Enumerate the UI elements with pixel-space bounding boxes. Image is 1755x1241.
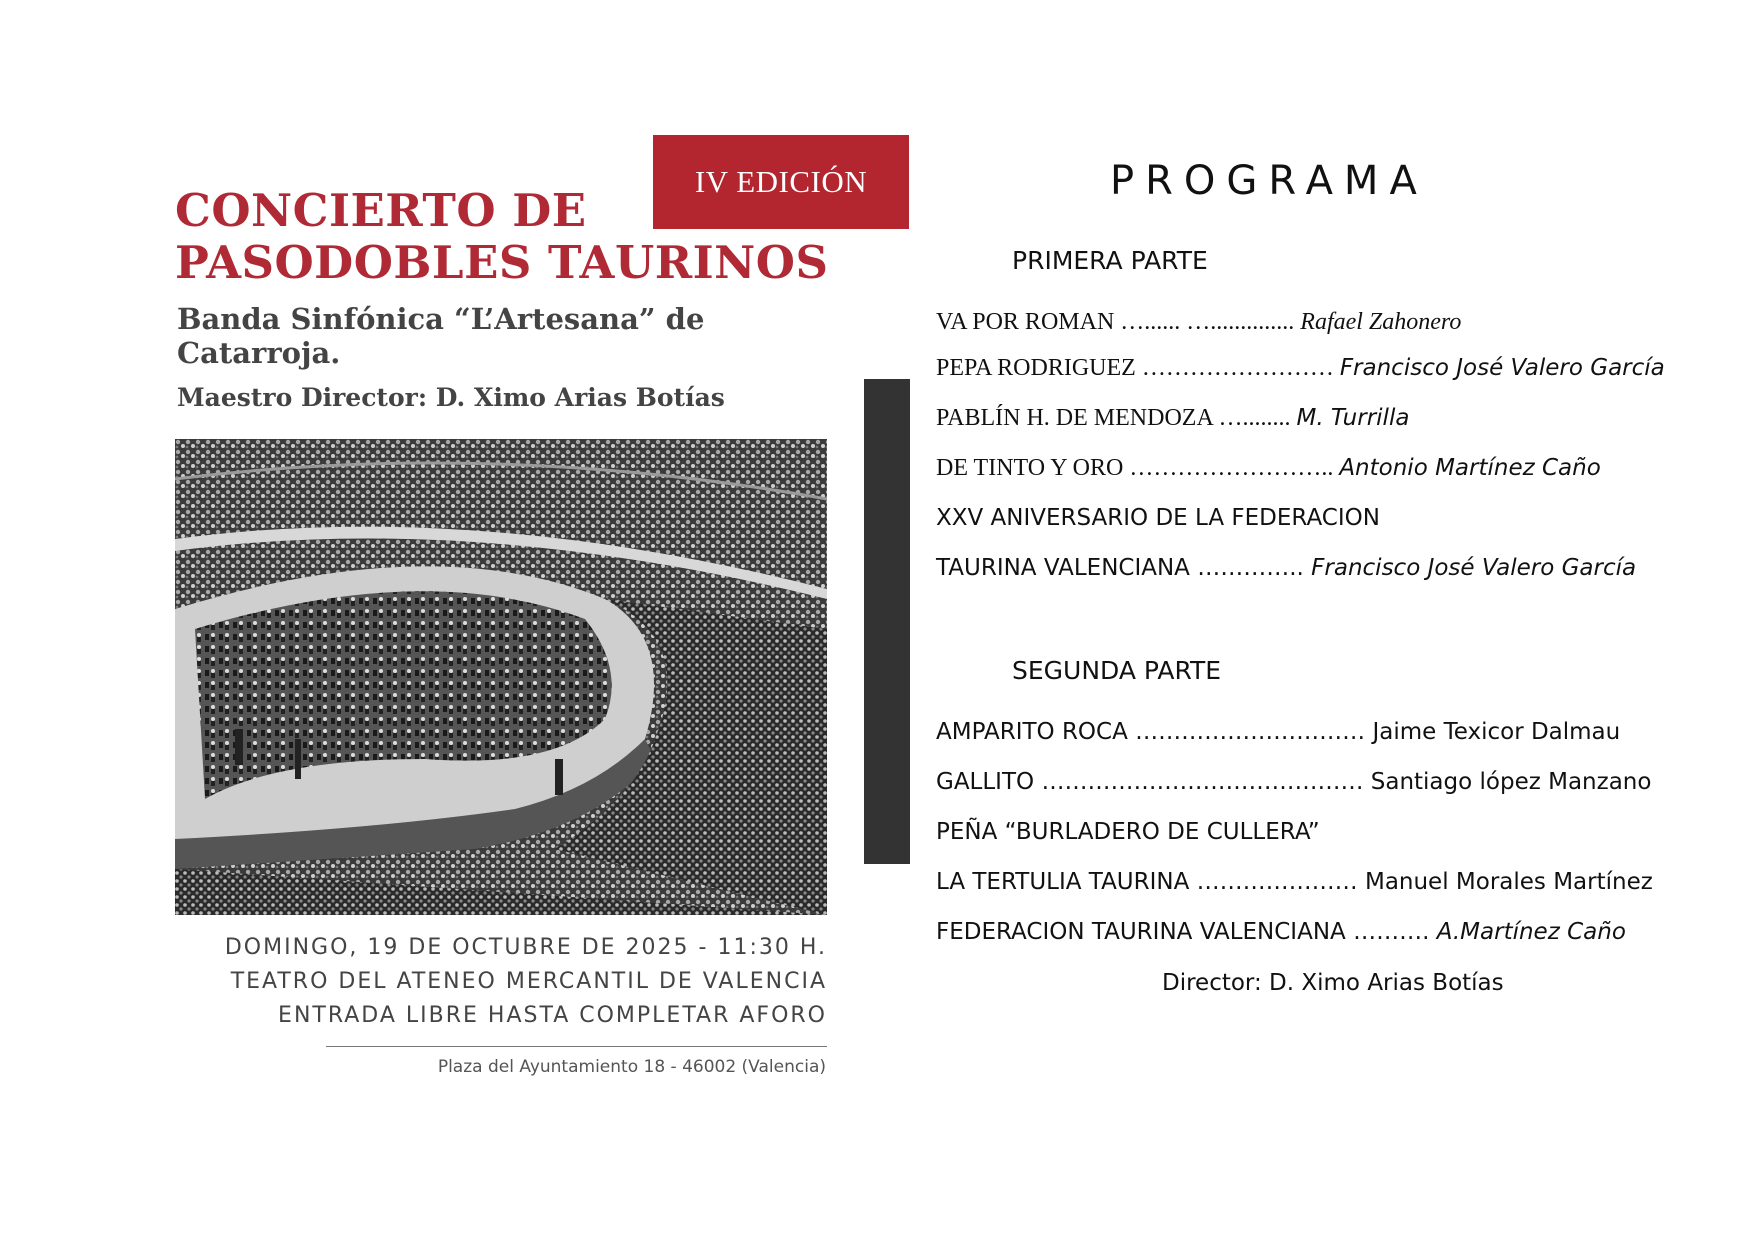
work-title: PEPA RODRIGUEZ [936,355,1136,381]
divider [326,1046,827,1047]
entry-note: ENTRADA LIBRE HASTA COMPLETAR AFORO [278,1003,827,1028]
leader-dots: ………………………… [1135,719,1366,745]
work-title: DE TINTO Y ORO [936,455,1124,481]
composer: Antonio Martínez Caño [1339,455,1601,481]
program-item [936,719,1620,745]
poster-title-line2: PASODOBLES TAURINOS [175,236,829,289]
program-item [936,555,1636,581]
concert-venue: TEATRO DEL ATENEO MERCANTIL DE VALENCIA [230,969,827,994]
work-title: PABLÍN H. DE MENDOZA [936,405,1213,431]
composer: Francisco José Valero García [1339,355,1665,381]
program-item [936,309,1461,336]
leader-dots: ………….. [1197,555,1304,581]
leader-dots: …………………….. [1129,455,1334,481]
concert-date: DOMINGO, 19 DE OCTUBRE DE 2025 - 11:30 H. [224,935,827,960]
work-title: XXV ANIVERSARIO DE LA FEDERACION [936,505,1380,531]
venue-address: Plaza del Ayuntamiento 18 - 46002 (Valencia) [437,1057,826,1077]
composer: Jaime Texicor Dalmau [1372,719,1621,745]
maestro-director: Maestro Director: D. Ximo Arias Botías [177,383,725,412]
program-item [936,505,1380,531]
program-item [936,769,1651,795]
program-item [936,919,1626,945]
leader-dots: …………………… [1141,355,1334,381]
primera-parte-heading: PRIMERA PARTE [1012,246,1208,275]
program-item [936,405,1409,432]
work-title: GALLITO [936,769,1035,795]
program-item [936,455,1601,482]
work-title: LA TERTULIA TAURINA [936,869,1190,895]
edition-badge: IV EDICIÓN [653,135,909,229]
leader-dots: …………………………………… [1041,769,1364,795]
program-director: Director: D. Ximo Arias Botías [1162,970,1504,996]
poster-side-bar [864,379,910,864]
program-item [936,819,1320,845]
composer: A.Martínez Caño [1436,919,1626,945]
composer: Francisco José Valero García [1311,555,1637,581]
composer: M. Turrilla [1296,405,1410,431]
composer: Rafael Zahonero [1300,309,1462,335]
work-title: PEÑA “BURLADERO DE CULLERA” [936,819,1320,845]
program-item [936,355,1665,382]
work-title: VA POR ROMAN [936,309,1115,335]
leader-dots: …........ [1218,405,1291,431]
work-title: TAURINA VALENCIANA [936,555,1190,581]
segunda-parte-heading: SEGUNDA PARTE [1012,656,1222,685]
band-name: Banda Sinfónica “L’Artesana” de Catarroja. [177,302,705,370]
work-title: AMPARITO ROCA [936,719,1128,745]
bullring-photo-illustration [175,439,827,915]
work-title: FEDERACION TAURINA VALENCIANA [936,919,1346,945]
leader-dots: ………………… [1196,869,1358,895]
poster-title [175,185,829,289]
program-item [936,869,1653,895]
poster-title-line1: CONCIERTO DE [175,184,587,237]
composer: Santiago lópez Manzano [1370,769,1652,795]
leader-dots: …...... ….............. [1120,309,1295,335]
leader-dots: ………. [1353,919,1430,945]
composer: Manuel Morales Martínez [1364,869,1653,895]
programa-title: PROGRAMA [1110,158,1428,204]
bullring-concert-photo [175,439,827,915]
